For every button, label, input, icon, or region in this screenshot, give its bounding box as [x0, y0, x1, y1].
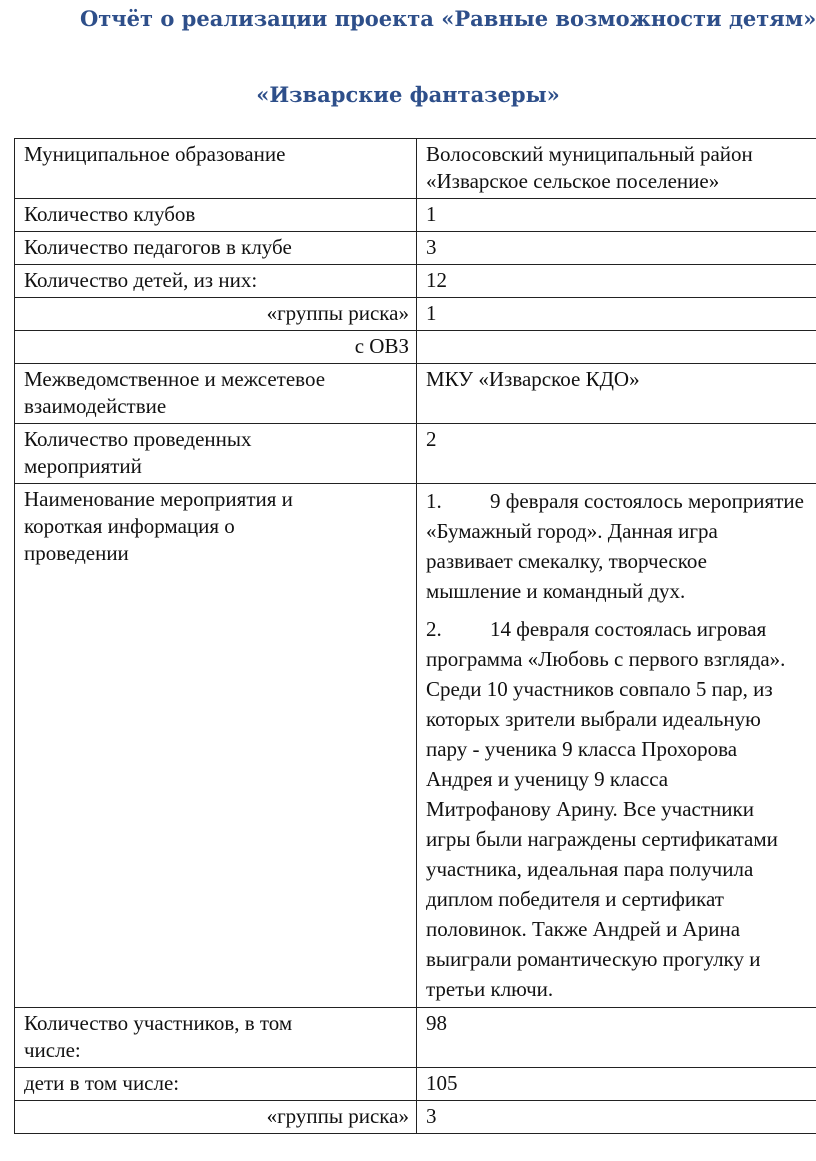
events-label-line: проведении [24, 541, 129, 565]
risk-group-label: «группы риска» [15, 298, 417, 331]
table-row-clubs [15, 199, 816, 232]
event-2-line: третьи ключи. [426, 977, 554, 1001]
events-label-line: Наименование мероприятия и [24, 487, 293, 511]
event-1-line: развивает смекалку, творческое [426, 549, 707, 573]
interaction-label-line: взаимодействие [24, 394, 167, 418]
ovz-label: с ОВЗ [15, 331, 417, 364]
event-2-line: половинок. Также Андрей и Арина [426, 917, 741, 941]
participants-label-line: Количество участников, в том [24, 1011, 293, 1035]
event-1-number: 1. [426, 489, 442, 513]
kids-label: дети в том числе: [15, 1068, 417, 1101]
interaction-label [15, 364, 417, 424]
events-count-label-line: мероприятий [24, 454, 142, 478]
clubs-value: 1 [417, 199, 816, 232]
event-2-number: 2. [426, 617, 442, 641]
events-label [15, 484, 417, 1008]
risk-group-value: 1 [417, 298, 816, 331]
municipality-value-line: Волосовский муниципальный район [426, 142, 753, 166]
project-name: «Изварские фантазеры» [256, 82, 560, 107]
children-value: 12 [417, 265, 816, 298]
children-label: Количество детей, из них: [15, 265, 417, 298]
event-2-line: игры были награждены сертификатами [426, 827, 778, 851]
risk-group-2-label: «группы риска» [15, 1101, 417, 1134]
table-row-risk-group [15, 298, 816, 331]
event-1-line: мышление и командный дух. [426, 579, 686, 603]
table-row-risk-group-2 [15, 1101, 816, 1134]
event-2-line: Митрофанову Арину. Все участники [426, 797, 754, 821]
clubs-label: Количество клубов [15, 199, 417, 232]
teachers-label: Количество педагогов в клубе [15, 232, 417, 265]
table-row-events [15, 484, 816, 1008]
table-row-ovz [15, 331, 816, 364]
table-row-events-count [15, 424, 816, 484]
table-row-participants [15, 1008, 816, 1068]
events-description [417, 484, 816, 1008]
event-2-line: 2. 14 февраля состоялась игровая [426, 614, 816, 644]
table-row-kids [15, 1068, 816, 1101]
event-2-line: Андрея и ученицу 9 класса [426, 767, 669, 791]
event-2-line: программа «Любовь с первого взгляда». [426, 647, 786, 671]
participants-label-line: числе: [24, 1038, 81, 1062]
events-count-label [15, 424, 417, 484]
report-table [14, 138, 816, 1134]
table-row-teachers [15, 232, 816, 265]
interaction-label-line: Межведомственное и межсетевое [24, 367, 326, 391]
participants-label [15, 1008, 417, 1068]
events-count-label-line: Количество проведенных [24, 427, 252, 451]
report-table-wrapper [14, 138, 816, 1134]
event-2-line: диплом победителя и сертификат [426, 887, 724, 911]
table-row-children [15, 265, 816, 298]
event-2-line: пару - ученика 9 класса Прохорова [426, 737, 738, 761]
kids-value: 105 [417, 1068, 816, 1101]
table-row-interaction [15, 364, 816, 424]
municipality-label: Муниципальное образование [15, 139, 417, 199]
event-1-line: «Бумажный город». Данная игра [426, 519, 718, 543]
events-label-line: короткая информация о [24, 514, 235, 538]
event-2-line: выиграли романтическую прогулку и [426, 947, 761, 971]
event-2-line: которых зрители выбрали идеальную [426, 707, 761, 731]
event-gap [426, 606, 816, 614]
municipality-value [417, 139, 816, 199]
teachers-value: 3 [417, 232, 816, 265]
event-2-line: участника, идеальная пара получила [426, 857, 754, 881]
municipality-value-line: «Изварское сельское поселение» [426, 169, 720, 193]
risk-group-2-value: 3 [417, 1101, 816, 1134]
ovz-value [417, 331, 816, 364]
events-count-value: 2 [417, 424, 816, 484]
event-1-line: 1. 9 февраля состоялось мероприятие [426, 486, 816, 516]
event-2-line: Среди 10 участников совпало 5 пар, из [426, 677, 773, 701]
report-title: Отчёт о реализации проекта «Равные возможности детям» [80, 6, 816, 31]
table-row-municipality [15, 139, 816, 199]
interaction-value: МКУ «Изварское КДО» [417, 364, 816, 424]
participants-value: 98 [417, 1008, 816, 1068]
